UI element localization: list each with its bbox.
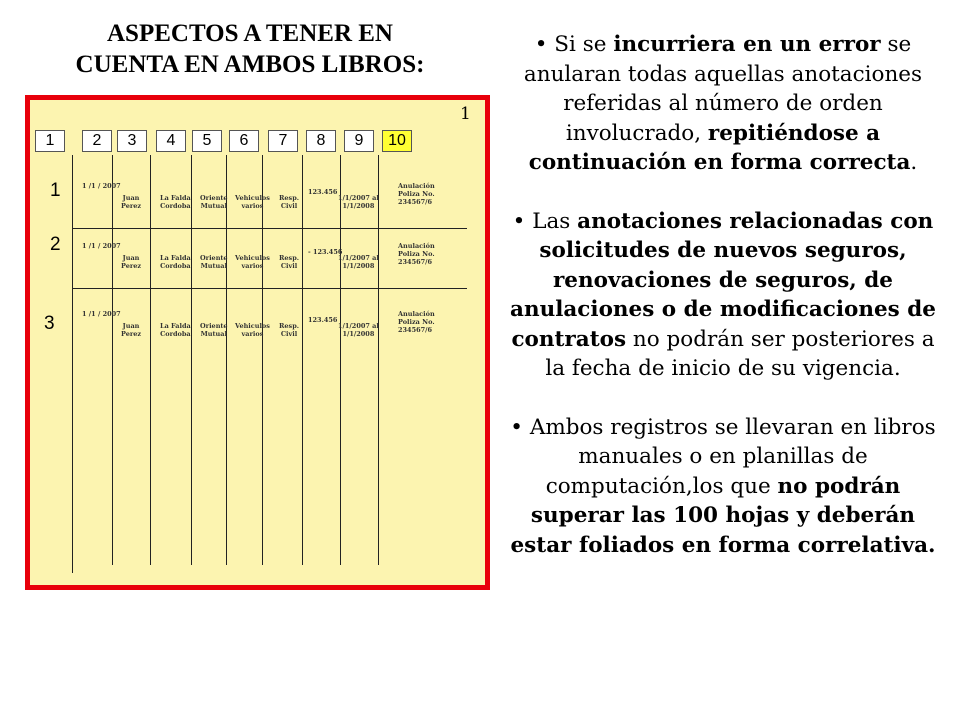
instructions-text bbox=[503, 30, 943, 589]
grid-column-line bbox=[226, 155, 227, 565]
grid-column-line bbox=[302, 155, 303, 565]
title-line-1: ASPECTOS A TENER EN bbox=[107, 20, 393, 47]
row-date: 1 /1 / 2007 bbox=[82, 242, 121, 250]
row-coverage: Resp. Civil bbox=[279, 254, 300, 270]
column-number-8: 8 bbox=[306, 130, 336, 152]
row-insurer: Oriente Mutual bbox=[200, 322, 228, 338]
grid-row-line bbox=[72, 288, 467, 289]
title-line-2: CUENTA EN AMBOS LIBROS: bbox=[75, 51, 425, 78]
row-amount: - 123.456 bbox=[308, 248, 343, 256]
row-vehicle: Vehiculos varios bbox=[235, 322, 270, 338]
column-number-5: 5 bbox=[192, 130, 222, 152]
column-number-1: 1 bbox=[35, 130, 65, 152]
column-number-9: 9 bbox=[344, 130, 374, 152]
row-period: 1/1/2007 al 1/1/2008 bbox=[338, 322, 379, 338]
row-coverage: Resp. Civil bbox=[279, 194, 300, 210]
grid-column-line bbox=[112, 155, 113, 565]
row-vehicle: Vehiculos varios bbox=[235, 254, 270, 270]
row-period: 1/1/2007 al 1/1/2008 bbox=[338, 254, 379, 270]
row-number-2: 2 bbox=[50, 234, 61, 255]
bullet-paragraph-1: • Si se incurriera en un error se anularan todas aquellas anotaciones referidas al número de orden involucrado, repitiéndose a continuación en forma correcta. bbox=[523, 32, 923, 175]
row-number-1: 1 bbox=[50, 180, 61, 201]
row-date: 1 /1 / 2007 bbox=[82, 182, 121, 190]
grid-column-line bbox=[378, 155, 379, 565]
column-number-2: 2 bbox=[82, 130, 112, 152]
row-amount: 123.456 bbox=[308, 188, 338, 196]
row-note: Anulación Poliza No. 234567/6 bbox=[398, 242, 435, 266]
row-amount: 123.456 bbox=[308, 316, 338, 324]
row-name: Juan Perez bbox=[121, 254, 142, 270]
column-number-4: 4 bbox=[156, 130, 186, 152]
grid-column-line bbox=[191, 155, 192, 565]
page-title bbox=[40, 18, 460, 80]
row-note: Anulación Poliza No. 234567/6 bbox=[398, 310, 435, 334]
grid-column-line bbox=[262, 155, 263, 565]
row-number-3: 3 bbox=[44, 313, 55, 334]
row-note: Anulación Poliza No. 234567/6 bbox=[398, 182, 435, 206]
row-insurer: Oriente Mutual bbox=[200, 254, 228, 270]
grid-column-line bbox=[150, 155, 151, 565]
column-number-10: 10 bbox=[382, 130, 412, 152]
row-coverage: Resp. Civil bbox=[279, 322, 300, 338]
bullet-paragraph-2: • Las anotaciones relacionadas con solicitudes de nuevos seguros, renovaciones de seguros, de anulaciones o de modificaciones de contratos no podrán ser posteriores a la fecha de inicio de su vigencia. bbox=[510, 208, 936, 381]
row-name: Juan Perez bbox=[121, 194, 142, 210]
row-date: 1 /1 / 2007 bbox=[82, 310, 121, 318]
grid-column-line bbox=[340, 155, 341, 565]
row-place: La Falda Cordoba bbox=[160, 254, 191, 270]
row-period: 1/1/2007 al 1/1/2008 bbox=[338, 194, 379, 210]
column-number-3: 3 bbox=[117, 130, 147, 152]
row-place: La Falda Cordoba bbox=[160, 194, 191, 210]
column-number-7: 7 bbox=[268, 130, 298, 152]
row-name: Juan Perez bbox=[121, 322, 142, 338]
ledger-page-number: 1 bbox=[460, 104, 471, 124]
row-vehicle: Vehiculos varios bbox=[235, 194, 270, 210]
column-number-6: 6 bbox=[229, 130, 259, 152]
ledger-sheet bbox=[25, 95, 490, 590]
grid-column-line bbox=[72, 155, 73, 573]
grid-row-line bbox=[72, 228, 467, 229]
bullet-paragraph-3: • Ambos registros se llevaran en libros manuales o en planillas de computación,los que no podrán superar las 100 hojas y deberán estar foliados en forma correlativa. bbox=[510, 414, 936, 558]
row-insurer: Oriente Mutual bbox=[200, 194, 228, 210]
row-place: La Falda Cordoba bbox=[160, 322, 191, 338]
